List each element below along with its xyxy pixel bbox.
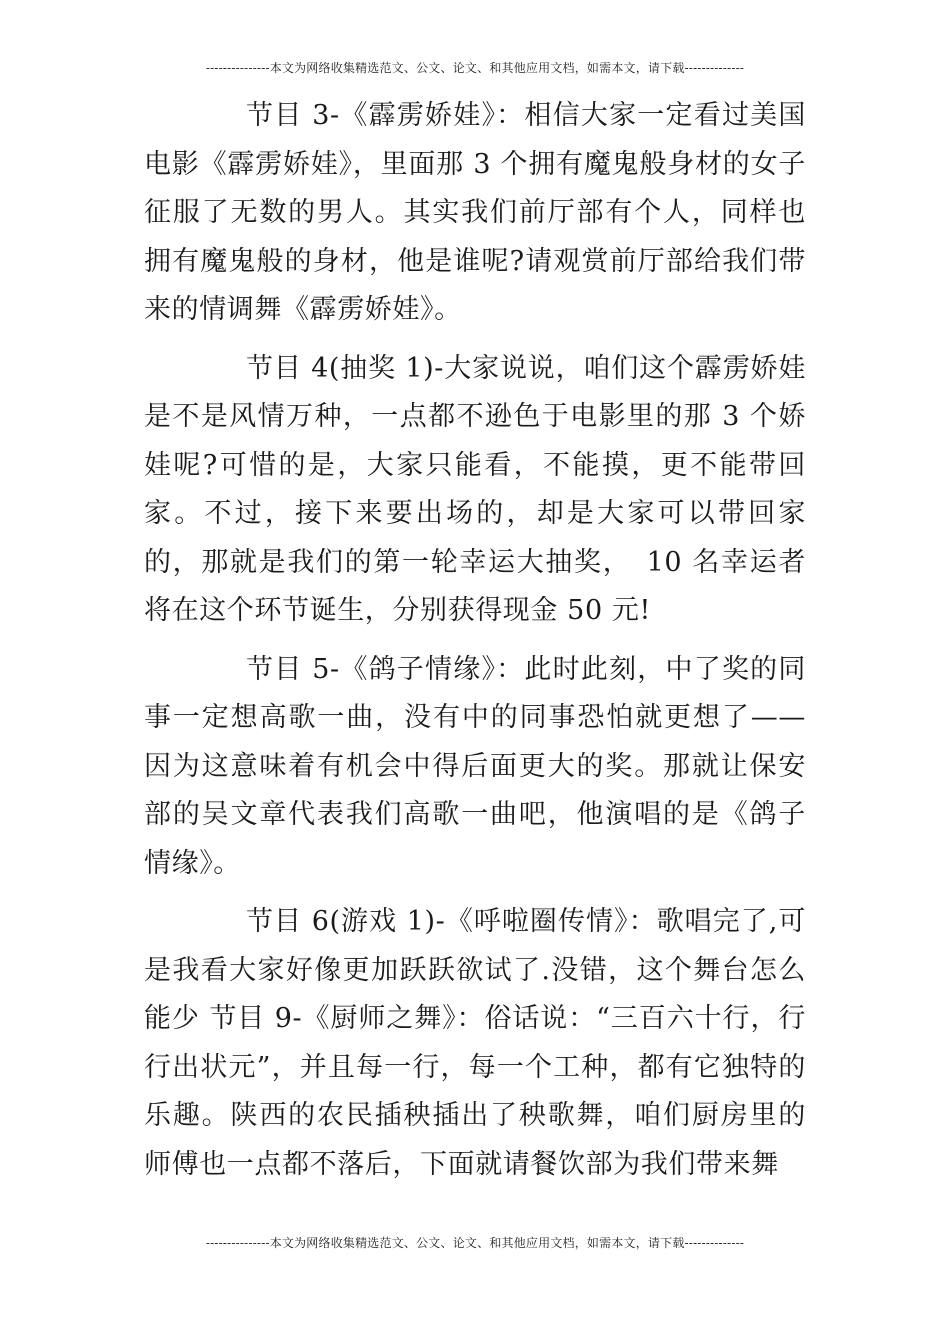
- paragraph-program-6: 节目 6(游戏 1)-《呼啦圈传情》：歌唱完了,可是我看大家好像更加跃跃欲试了.没错，这个舞台怎么能少 节目 9-《厨师之舞》：俗话说：“三百六十行，行行出状元”，并且每一行，每一个工种，都有它独特的乐趣。陕西的农民插秧插出了秧歌舞，咱们厨房里的师傅也一点都不落后，下面就请餐饮部为我们带来舞: [144, 906, 806, 1180]
- page-header-notice: ---------------本文为网络收集精选范文、公文、论文、和其他应用文档，如需本文，请下载--------------: [205, 61, 745, 75]
- page-footer-notice: ---------------本文为网络收集精选范文、公文、论文、和其他应用文档，如需本文，请下载--------------: [205, 1236, 745, 1250]
- paragraph-program-3: 节目 3-《霹雳娇娃》：相信大家一定看过美国电影《霹雳娇娃》，里面那 3 个拥有魔鬼般身材的女子征服了无数的男人。其实我们前厅部有个人，同样也拥有魔鬼般的身材，他是谁呢?请观赏前厅部给我们带来的情调舞《霹雳娇娃》。: [144, 100, 806, 325]
- document-body: [144, 92, 806, 1199]
- paragraph-program-5: 节目 5-《鸽子情缘》：此时此刻，中了奖的同事一定想高歌一曲，没有中的同事恐怕就更想了——因为这意味着有机会中得后面更大的奖。那就让保安部的吴文章代表我们高歌一曲吧，他演唱的是《鸽子情缘》。: [144, 653, 806, 879]
- paragraph-program-4: 节目 4(抽奖 1)-大家说说，咱们这个霹雳娇娃是不是风情万种，一点都不逊色于电影里的那 3 个娇娃呢?可惜的是，大家只能看，不能摸，更不能带回家。不过，接下来要出场的，却是大家可以带回家的，那就是我们的第一轮幸运大抽奖， 10 名幸运者将在这个环节诞生，分别获得现金 50 元!: [144, 352, 806, 626]
